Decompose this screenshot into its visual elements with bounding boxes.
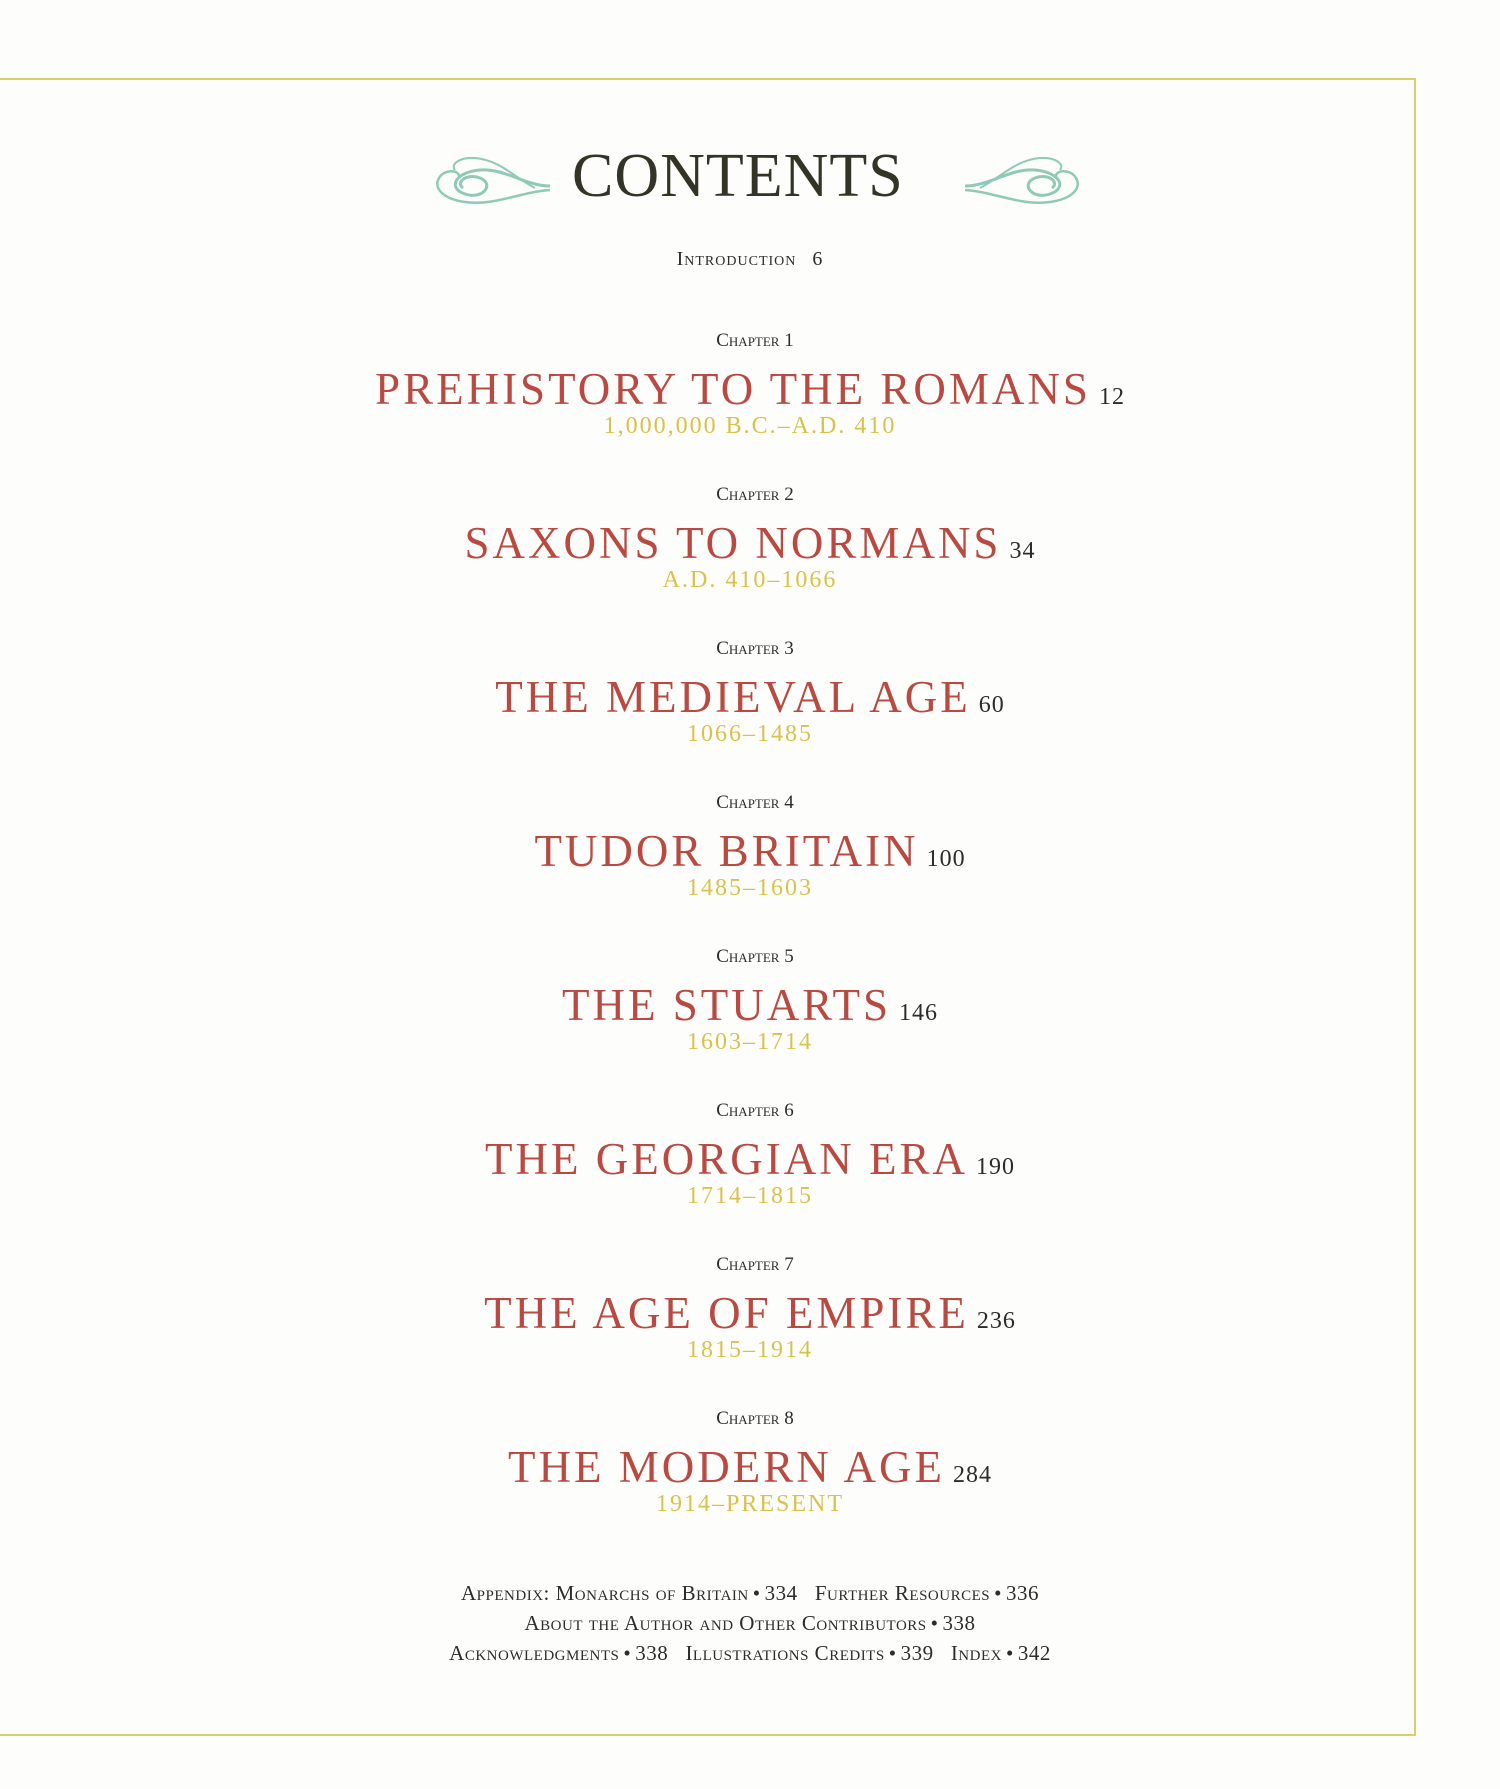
back-matter-line-1	[0, 1578, 1500, 1608]
introduction-page: 6	[812, 248, 824, 270]
chapter-label: Chapter 7	[716, 1254, 794, 1275]
about-author-label: About the Author and Other Contributors	[524, 1611, 927, 1635]
back-matter-line-2	[0, 1608, 1500, 1638]
chapter-entry-8[interactable]	[0, 1406, 1500, 1546]
acknowledgments-page: 338	[635, 1641, 669, 1665]
chapter-title: THE AGE OF EMPIRE	[484, 1288, 969, 1338]
left-flourish-icon	[425, 148, 555, 218]
chapter-label: Chapter 5	[716, 946, 794, 967]
acknowledgments-label: Acknowledgments	[449, 1641, 620, 1665]
chapter-page-number: 100	[926, 846, 966, 872]
chapter-label: Chapter 6	[716, 1100, 794, 1121]
chapter-dates: 1603–1714	[687, 1029, 813, 1055]
chapter-title: THE STUARTS	[561, 980, 892, 1030]
further-resources-link[interactable]: Further Resources • 336	[814, 1581, 1039, 1605]
chapter-page-number: 190	[975, 1154, 1015, 1180]
back-matter-list	[0, 1578, 1500, 1668]
chapter-title: TUDOR BRITAIN	[534, 826, 919, 876]
chapter-page-number: 146	[899, 1000, 939, 1026]
appendix-link[interactable]: Appendix: Monarchs of Britain • 334	[461, 1581, 798, 1605]
title-row	[0, 140, 1500, 220]
page-title: CONTENTS	[572, 142, 904, 210]
chapter-dates: 1485–1603	[687, 875, 813, 901]
chapter-title: PREHISTORY TO THE ROMANS	[375, 364, 1091, 414]
chapter-page-number: 12	[1098, 384, 1125, 410]
chapter-page-number: 284	[952, 1462, 992, 1488]
chapter-dates: 1714–1815	[687, 1183, 813, 1209]
chapter-label: Chapter 3	[716, 638, 794, 659]
chapter-page-number: 60	[978, 692, 1005, 718]
chapter-label: Chapter 1	[716, 330, 794, 351]
chapter-title: THE MODERN AGE	[508, 1442, 945, 1492]
chapter-dates: A.D. 410–1066	[662, 567, 838, 593]
chapter-entry-4[interactable]	[0, 790, 1500, 930]
chapter-title: SAXONS TO NORMANS	[464, 518, 1002, 568]
chapter-label: Chapter 8	[716, 1408, 794, 1429]
chapter-dates: 1,000,000 B.C.–A.D. 410	[603, 413, 897, 439]
index-link[interactable]: Index • 342	[950, 1641, 1051, 1665]
chapter-dates: 1815–1914	[687, 1337, 813, 1363]
chapter-entry-3[interactable]	[0, 636, 1500, 776]
chapter-label: Chapter 2	[716, 484, 794, 505]
about-author-page: 338	[942, 1611, 976, 1635]
chapter-entry-2[interactable]	[0, 482, 1500, 622]
acknowledgments-link[interactable]: Acknowledgments • 338	[449, 1641, 669, 1665]
chapter-page-number: 236	[976, 1308, 1016, 1334]
chapter-entry-5[interactable]	[0, 944, 1500, 1084]
chapter-dates: 1066–1485	[687, 721, 813, 747]
illustrations-credits-link[interactable]: Illustrations Credits • 339	[685, 1641, 934, 1665]
chapter-entry-1[interactable]	[0, 328, 1500, 468]
about-author-link[interactable]: About the Author and Other Contributors • 338	[524, 1611, 976, 1635]
chapter-entry-7[interactable]	[0, 1252, 1500, 1392]
chapter-dates: 1914–PRESENT	[655, 1491, 844, 1517]
further-resources-page: 336	[1005, 1581, 1039, 1605]
illustrations-credits-page: 339	[900, 1641, 934, 1665]
appendix-label: Appendix: Monarchs of Britain	[461, 1581, 749, 1605]
appendix-page: 334	[764, 1581, 798, 1605]
chapter-page-number: 34	[1009, 538, 1036, 564]
right-flourish-icon	[960, 148, 1090, 218]
chapter-label: Chapter 4	[716, 792, 794, 813]
index-label: Index	[950, 1641, 1002, 1665]
introduction-entry[interactable]	[0, 248, 1500, 271]
further-resources-label: Further Resources	[814, 1581, 991, 1605]
chapter-entry-6[interactable]	[0, 1098, 1500, 1238]
chapter-title: THE GEORGIAN ERA	[485, 1134, 968, 1184]
illustrations-credits-label: Illustrations Credits	[685, 1641, 885, 1665]
back-matter-line-3	[0, 1638, 1500, 1668]
index-page: 342	[1017, 1641, 1051, 1665]
introduction-label: Introduction	[676, 248, 797, 270]
chapter-title: THE MEDIEVAL AGE	[495, 672, 971, 722]
